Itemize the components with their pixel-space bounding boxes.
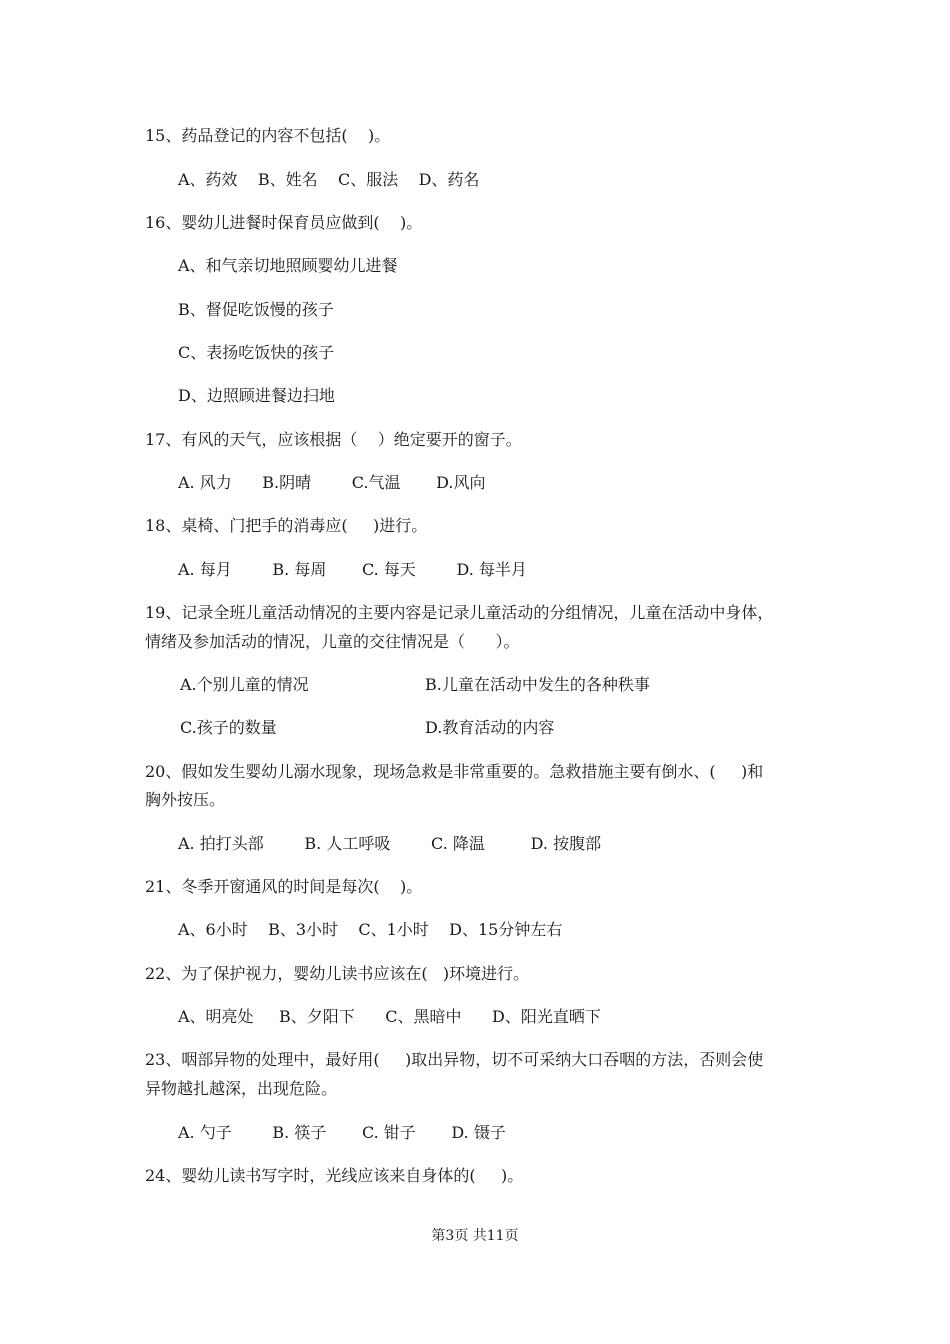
question-19-stem-line-1: 19、记录全班儿童活动情况的主要内容是记录儿童活动的分组情况，儿童在活动中身体，: [145, 603, 774, 622]
page-footer: 第3页 共11页: [431, 1228, 519, 1244]
question-20-options: A. 拍打头部 B. 人工呼吸 C. 降温 D. 按腹部: [178, 834, 602, 853]
question-15-stem: 15、药品登记的内容不包括( )。: [145, 126, 391, 145]
question-19-option-b: B.儿童在活动中发生的各种秩事: [425, 675, 650, 694]
question-16-option-d: D、边照顾进餐边扫地: [178, 386, 335, 405]
question-16-option-c: C、表扬吃饭快的孩子: [178, 343, 335, 362]
question-19-option-d: D.教育活动的内容: [425, 718, 555, 737]
question-19-stem-line-2: 情绪及参加活动的情况，儿童的交往情况是（ ）。: [145, 632, 520, 651]
question-23-options: A. 勺子 B. 筷子 C. 钳子 D. 镊子: [178, 1123, 506, 1142]
question-20-stem-line-2: 胸外按压。: [145, 790, 226, 809]
question-17-options: A. 风力 B.阴晴 C.气温 D.风向: [178, 473, 486, 492]
question-19-option-c: C.孩子的数量: [180, 718, 277, 737]
question-18-stem: 18、桌椅、门把手的消毒应( )进行。: [145, 516, 428, 535]
question-20-stem-line-1: 20、假如发生婴幼儿溺水现象，现场急救是非常重要的。急救措施主要有倒水、( )和: [145, 762, 764, 781]
question-22-stem: 22、为了保护视力，婴幼儿读书应该在( )环境进行。: [145, 964, 530, 983]
question-16-option-a: A、和气亲切地照顾婴幼儿进餐: [178, 256, 398, 275]
question-19-option-a: A.个别儿童的情况: [180, 675, 309, 694]
question-23-stem-line-2: 异物越扎越深，出现危险。: [145, 1079, 338, 1098]
question-24-stem: 24、婴幼儿读书写字时，光线应该来自身体的( )。: [145, 1166, 524, 1185]
question-16-stem: 16、婴幼儿进餐时保育员应做到( )。: [145, 213, 423, 232]
question-21-stem: 21、冬季开窗通风的时间是每次( )。: [145, 877, 423, 896]
question-23-stem-line-1: 23、咽部异物的处理中，最好用( )取出异物，切不可采纳大口吞咽的方法，否则会使: [145, 1050, 764, 1069]
question-18-options: A. 每月 B. 每周 C. 每天 D. 每半月: [178, 560, 527, 579]
question-16-option-b: B、督促吃饭慢的孩子: [178, 300, 334, 319]
question-21-options: A、6小时 B、3小时 C、1小时 D、15分钟左右: [178, 920, 563, 939]
question-17-stem: 17、有风的天气，应该根据（ ）绝定要开的窗子。: [145, 430, 522, 449]
question-22-options: A、明亮处 B、夕阳下 C、黑暗中 D、阳光直晒下: [178, 1007, 601, 1026]
question-15-options: A、药效 B、姓名 C、服法 D、药名: [178, 170, 480, 189]
